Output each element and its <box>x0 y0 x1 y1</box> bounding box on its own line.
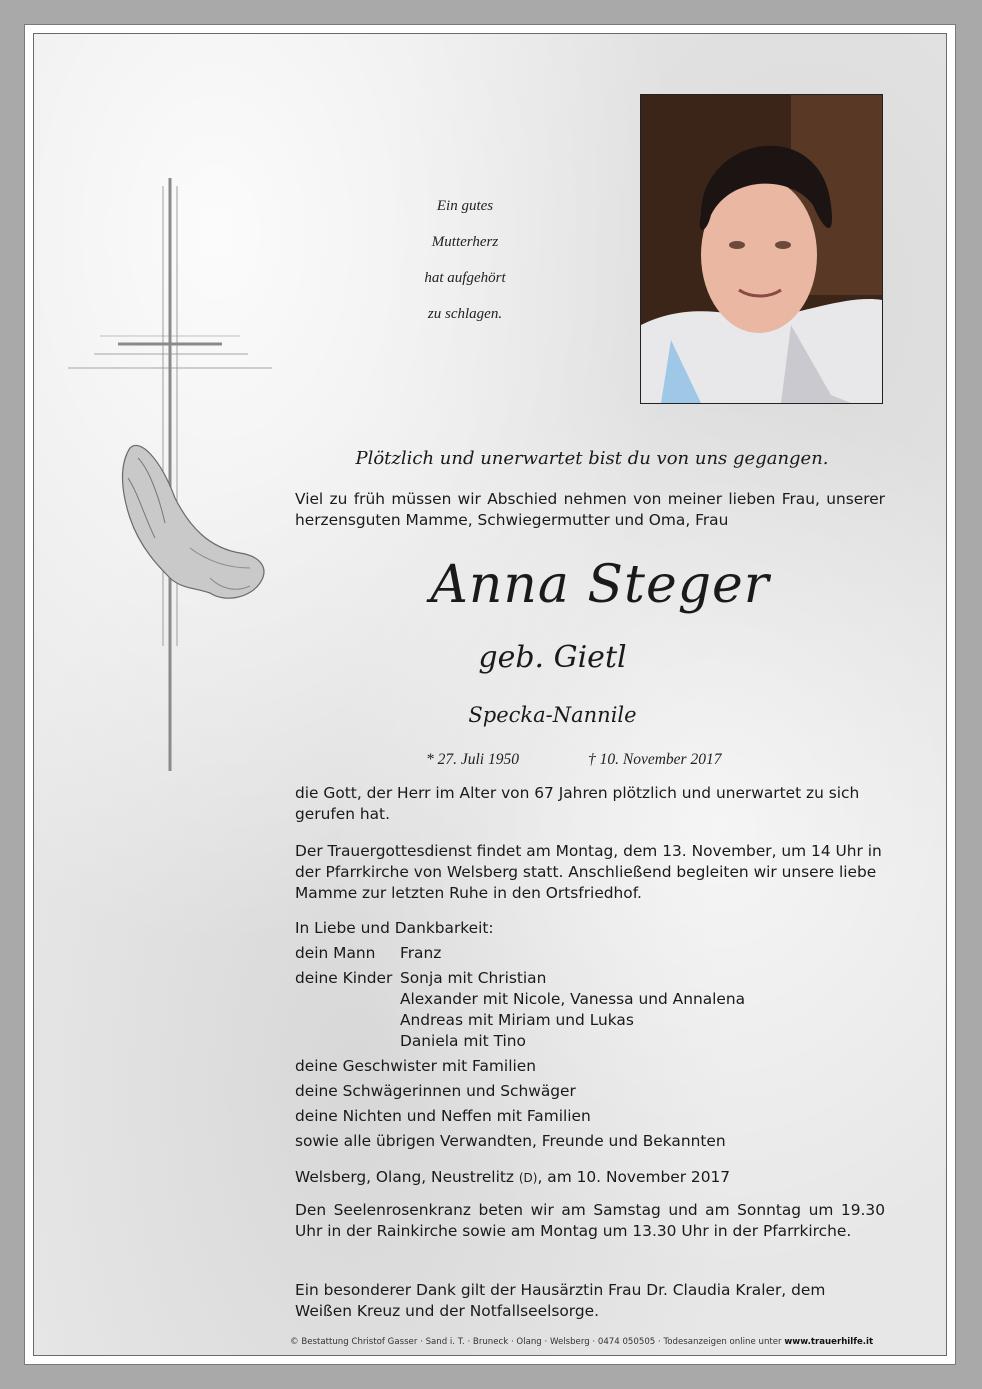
family-row-value: Andreas mit Miriam und Lukas <box>400 1011 634 1029</box>
family-row-value: Sonja mit Christian <box>400 969 547 987</box>
country-code: (D) <box>518 1171 538 1185</box>
family-row <box>295 1010 885 1031</box>
tagline: Plötzlich und unerwartet bist du von uns gegangen. <box>355 448 829 469</box>
death-text: die Gott, der Herr im Alter von 67 Jahren plötzlich und unerwartet zu sich gerufen hat. <box>295 784 860 823</box>
family-row <box>295 968 885 989</box>
family-row-value: Franz <box>400 944 442 962</box>
service-text: Der Trauergottesdienst findet am Montag, dem 13. November, um 14 Uhr in der Pfarrkirche von Welsberg statt. Anschließend begleiten wir unsere liebe Mamme zur letzten Ruhe in den Ortsfriedhof. <box>295 842 882 902</box>
family-extra: deine Geschwister mit Familien <box>295 1057 536 1075</box>
cross-with-praying-hands-icon <box>60 176 275 776</box>
poem-line: zu schlagen. <box>427 306 503 322</box>
family-heading: In Liebe und Dankbarkeit: <box>295 919 494 937</box>
praying-hands-icon <box>123 445 264 598</box>
maiden-name: geb. Gietl <box>478 640 627 675</box>
place-and-date <box>295 1167 885 1189</box>
poem-line: hat aufgehört <box>424 270 506 286</box>
family-list <box>295 918 885 1152</box>
footer <box>290 1337 950 1347</box>
notice-date: , am 10. November 2017 <box>537 1168 731 1186</box>
family-row <box>295 1031 885 1052</box>
rosary-text: Den Seelenrosenkranz beten wir am Samstag und am Sonntag um 19.30 Uhr in der Rainkirche sowie am Montag um 13.30 Uhr in der Pfarrkirche. <box>295 1201 885 1240</box>
nickname: Specka-Nannile <box>468 703 637 727</box>
family-row <box>295 943 885 964</box>
footer-text: © Bestattung Christof Gasser · Sand i. T. · Bruneck · Olang · Welsberg · 0474 050505 · Todesanzeigen online unter <box>290 1337 785 1347</box>
death-date: † 10. November 2017 <box>588 751 722 768</box>
family-extra: deine Nichten und Neffen mit Familien <box>295 1107 591 1125</box>
deceased-name: Anna Steger <box>430 555 770 615</box>
family-extra: deine Schwägerinnen und Schwäger <box>295 1082 576 1100</box>
portrait-photo <box>640 94 883 404</box>
thanks-text: Ein besonderer Dank gilt der Hausärztin Frau Dr. Claudia Kraler, dem Weißen Kreuz und der Notfallseelsorge. <box>295 1281 826 1320</box>
family-row-label: deine Kinder <box>295 969 393 987</box>
birth-date: * 27. Juli 1950 <box>426 751 519 768</box>
poem <box>395 188 535 332</box>
poem-line: Ein gutes <box>436 198 494 214</box>
intro-text: Viel zu früh müssen wir Abschied nehmen von meiner lieben Frau, unserer herzensguten Mamme, Schwiegermutter und Oma, Frau <box>295 490 885 529</box>
family-extra: sowie alle übrigen Verwandten, Freunde und Bekannten <box>295 1132 726 1150</box>
family-row-value: Alexander mit Nicole, Vanessa und Annalena <box>400 990 746 1008</box>
family-row <box>295 989 885 1010</box>
poem-line: Mutterherz <box>431 234 499 250</box>
family-row-value: Daniela mit Tino <box>400 1032 526 1050</box>
family-row-label: dein Mann <box>295 944 376 962</box>
place-list: Welsberg, Olang, Neustrelitz <box>295 1168 519 1186</box>
footer-link[interactable]: www.trauerhilfe.it <box>784 1337 874 1347</box>
